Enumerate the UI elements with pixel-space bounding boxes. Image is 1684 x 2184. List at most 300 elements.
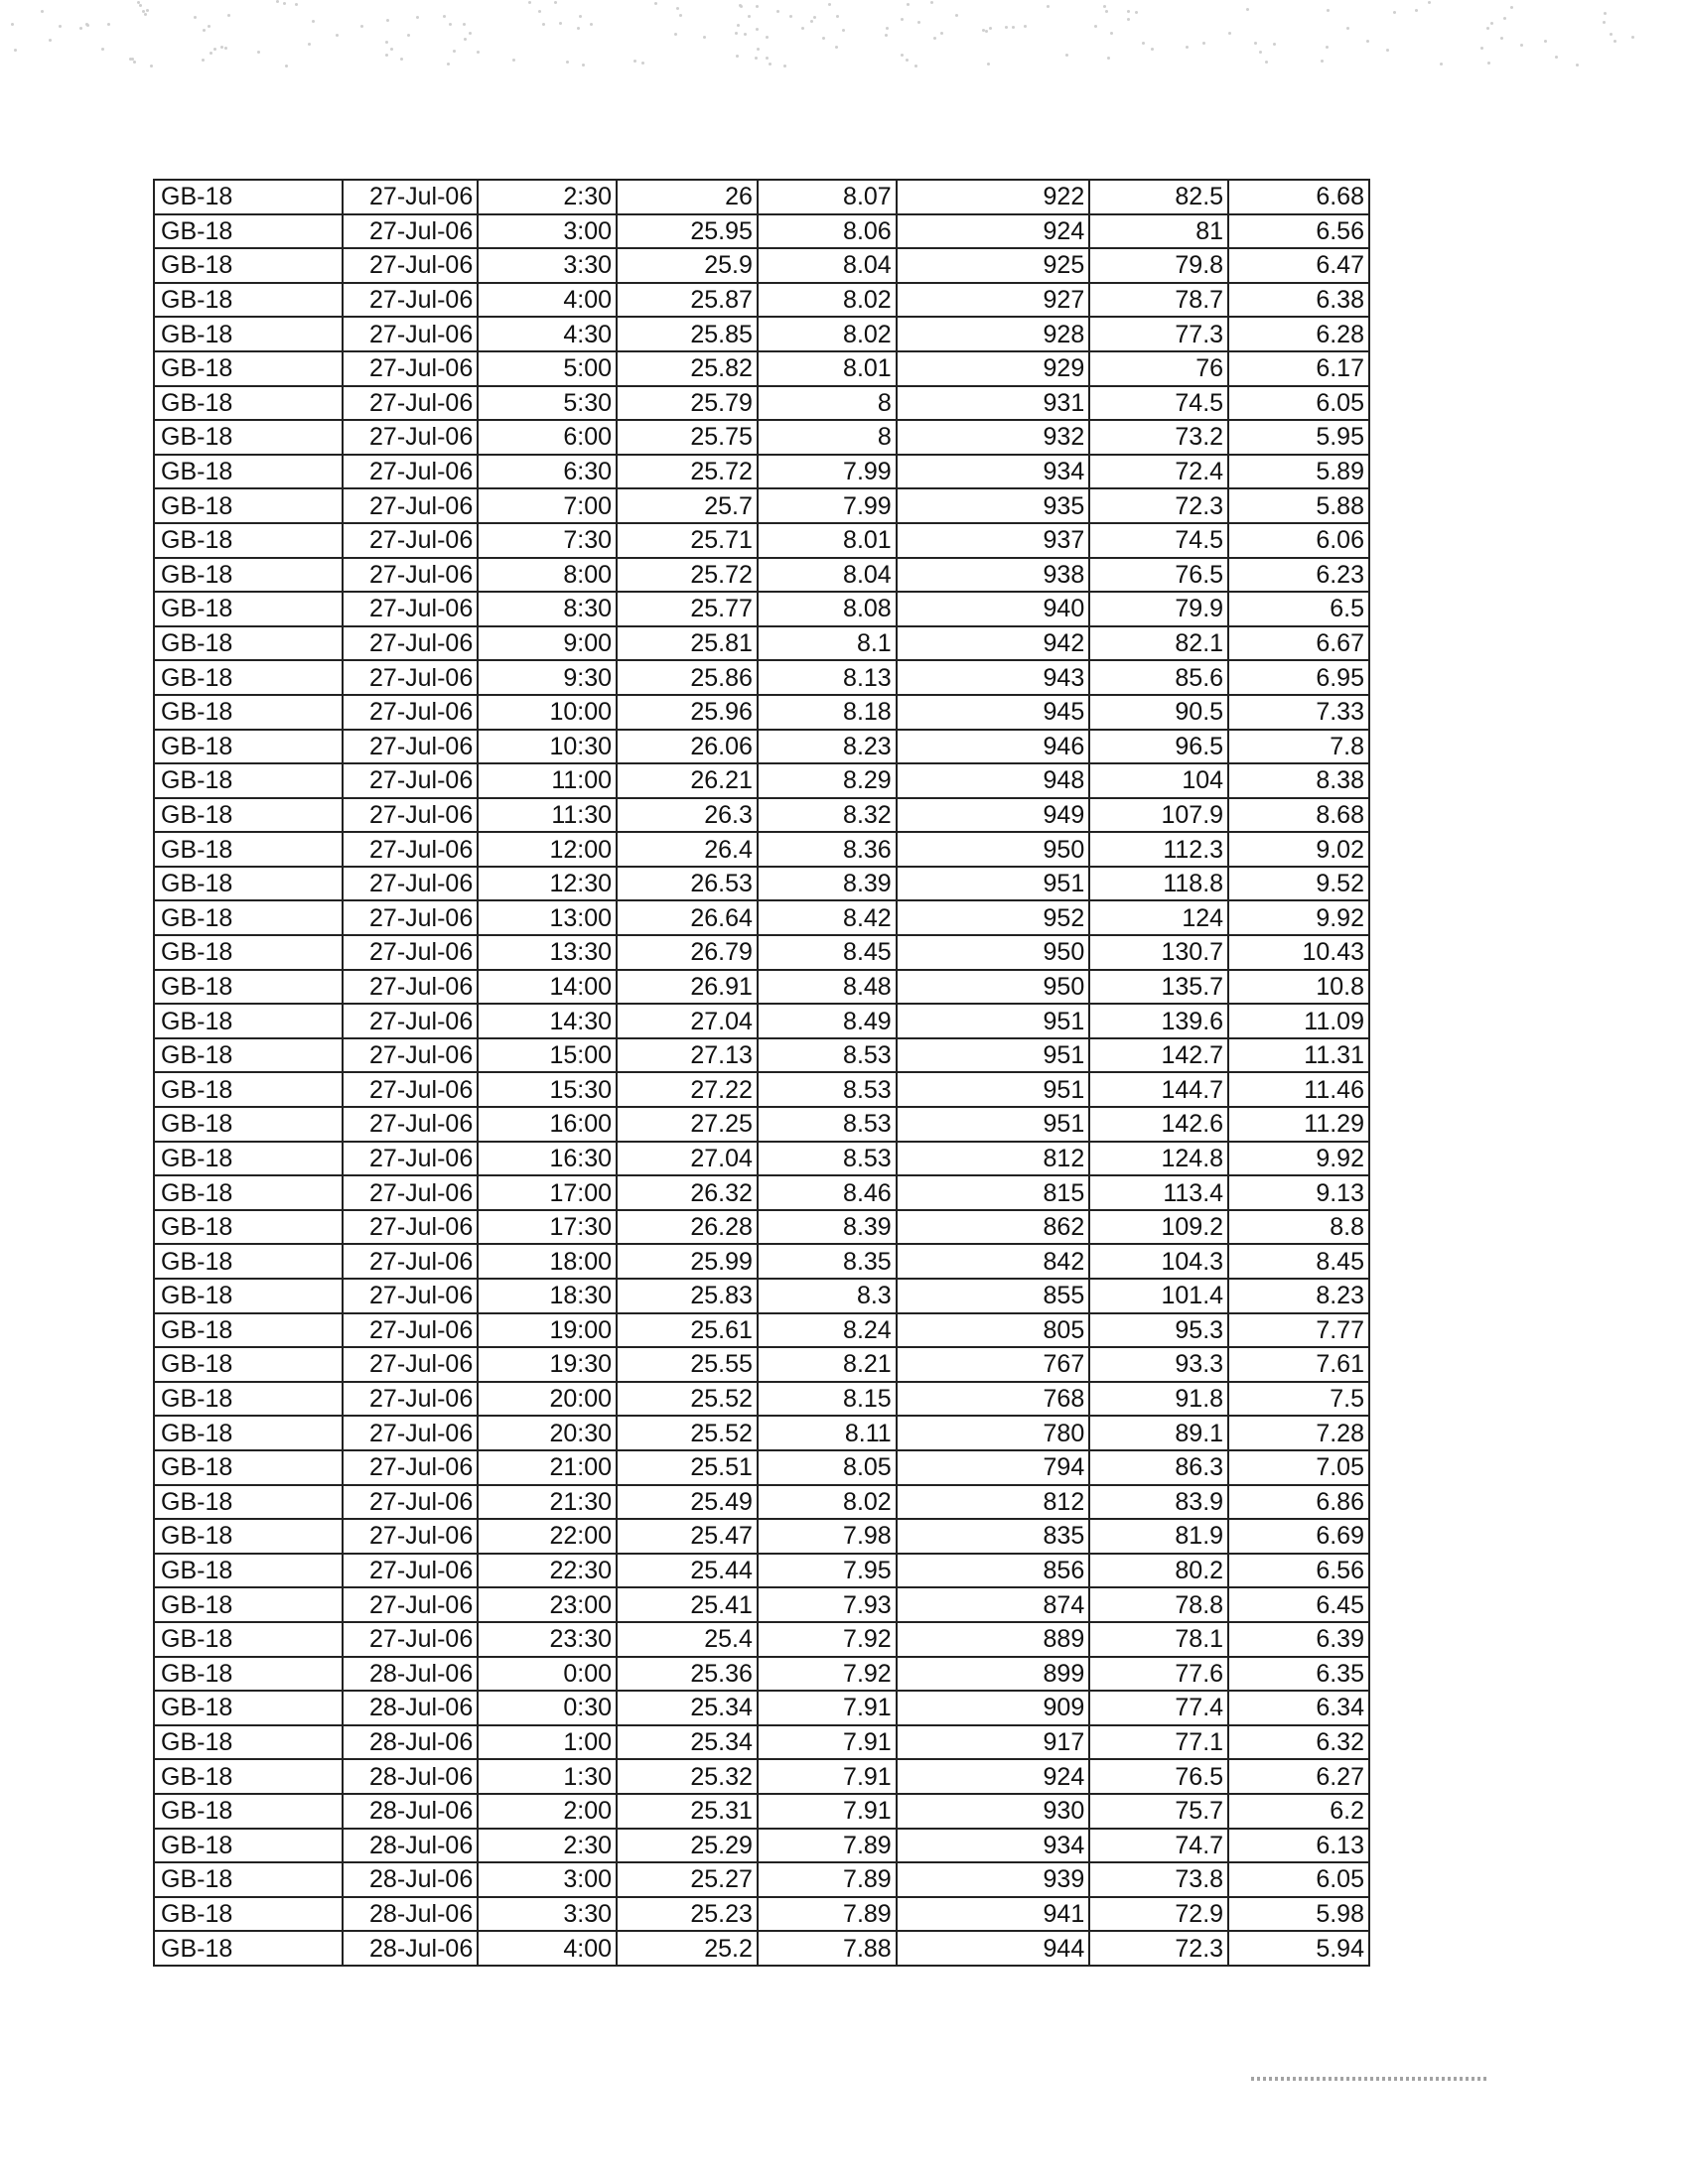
scan-footer-mark <box>1251 2077 1489 2081</box>
scan-speck <box>835 46 838 49</box>
value-cell: 856 <box>897 1554 1090 1588</box>
value-cell: 81 <box>1089 214 1228 249</box>
scan-speck <box>1480 47 1483 50</box>
value-cell: 78.1 <box>1089 1622 1228 1657</box>
scan-speck <box>1107 57 1110 60</box>
date-cell: 27-Jul-06 <box>343 1485 478 1520</box>
scan-speck <box>107 23 110 26</box>
value-cell: 6.23 <box>1228 558 1369 593</box>
value-cell: 7.91 <box>758 1725 897 1760</box>
scan-speck <box>512 59 515 62</box>
date-cell: 27-Jul-06 <box>343 763 478 798</box>
scan-speck <box>1327 9 1330 12</box>
value-cell: 945 <box>897 695 1090 730</box>
time-cell: 17:00 <box>478 1175 617 1210</box>
scan-speck <box>542 23 545 26</box>
value-cell: 8.42 <box>758 900 897 935</box>
scan-speck <box>554 1 557 4</box>
table-row <box>154 1450 1369 1485</box>
value-cell: 25.29 <box>617 1829 758 1863</box>
site-id-cell: GB-18 <box>154 763 343 798</box>
value-cell: 922 <box>897 180 1090 214</box>
time-cell: 15:30 <box>478 1072 617 1107</box>
scan-speck <box>885 34 888 37</box>
site-id-cell: GB-18 <box>154 1416 343 1450</box>
time-cell: 15:00 <box>478 1038 617 1073</box>
site-id-cell: GB-18 <box>154 420 343 455</box>
site-id-cell: GB-18 <box>154 1691 343 1725</box>
time-cell: 2:30 <box>478 1829 617 1863</box>
value-cell: 7.95 <box>758 1554 897 1588</box>
value-cell: 25.27 <box>617 1862 758 1897</box>
date-cell: 27-Jul-06 <box>343 798 478 833</box>
time-cell: 21:00 <box>478 1450 617 1485</box>
value-cell: 780 <box>897 1416 1090 1450</box>
scan-speck <box>464 38 467 41</box>
value-cell: 104 <box>1089 763 1228 798</box>
table-row <box>154 1313 1369 1348</box>
table-row <box>154 1759 1369 1794</box>
scan-speck <box>1576 64 1579 67</box>
time-cell: 14:30 <box>478 1004 617 1038</box>
scan-speck <box>674 33 677 36</box>
scan-speck <box>930 1 933 4</box>
table-row <box>154 970 1369 1005</box>
value-cell: 72.9 <box>1089 1897 1228 1932</box>
table-row <box>154 523 1369 558</box>
time-cell: 7:30 <box>478 523 617 558</box>
value-cell: 6.86 <box>1228 1485 1369 1520</box>
scan-speck <box>566 61 569 64</box>
scan-speck <box>312 20 315 23</box>
value-cell: 8.01 <box>758 351 897 386</box>
value-cell: 7.93 <box>758 1587 897 1622</box>
value-cell: 899 <box>897 1657 1090 1692</box>
date-cell: 27-Jul-06 <box>343 832 478 867</box>
table-row <box>154 1622 1369 1657</box>
scan-speck <box>1326 46 1329 49</box>
value-cell: 6.13 <box>1228 1829 1369 1863</box>
value-cell: 107.9 <box>1089 798 1228 833</box>
value-cell: 124.8 <box>1089 1142 1228 1176</box>
value-cell: 927 <box>897 283 1090 318</box>
value-cell: 78.7 <box>1089 283 1228 318</box>
value-cell: 7.92 <box>758 1622 897 1657</box>
scan-speck <box>1105 10 1108 13</box>
value-cell: 951 <box>897 1107 1090 1142</box>
value-cell: 8.32 <box>758 798 897 833</box>
scan-speck <box>1047 5 1050 8</box>
value-cell: 8.39 <box>758 1210 897 1245</box>
date-cell: 27-Jul-06 <box>343 1622 478 1657</box>
scan-speck <box>1012 26 1015 29</box>
value-cell: 27.04 <box>617 1004 758 1038</box>
value-cell: 7.77 <box>1228 1313 1369 1348</box>
site-id-cell: GB-18 <box>154 1485 343 1520</box>
scan-speck <box>1510 6 1513 9</box>
table-row <box>154 1072 1369 1107</box>
value-cell: 812 <box>897 1485 1090 1520</box>
table-row <box>154 1897 1369 1932</box>
table-row <box>154 1004 1369 1038</box>
date-cell: 27-Jul-06 <box>343 420 478 455</box>
data-table <box>153 179 1370 1967</box>
table-row <box>154 763 1369 798</box>
site-id-cell: GB-18 <box>154 1382 343 1417</box>
date-cell: 27-Jul-06 <box>343 1416 478 1450</box>
scan-speck <box>276 0 279 3</box>
table-row <box>154 798 1369 833</box>
scan-speck <box>776 10 779 13</box>
date-cell: 27-Jul-06 <box>343 1038 478 1073</box>
scan-speck <box>901 54 904 57</box>
scan-speck <box>449 23 452 26</box>
value-cell: 25.4 <box>617 1622 758 1657</box>
time-cell: 20:30 <box>478 1416 617 1450</box>
value-cell: 5.89 <box>1228 455 1369 489</box>
time-cell: 9:30 <box>478 660 617 695</box>
date-cell: 27-Jul-06 <box>343 1519 478 1554</box>
site-id-cell: GB-18 <box>154 1004 343 1038</box>
scan-speck <box>955 14 958 17</box>
scan-speck <box>285 65 288 68</box>
site-id-cell: GB-18 <box>154 351 343 386</box>
time-cell: 10:30 <box>478 730 617 764</box>
value-cell: 25.95 <box>617 214 758 249</box>
value-cell: 951 <box>897 1072 1090 1107</box>
scan-speck <box>735 32 738 35</box>
time-cell: 13:30 <box>478 935 617 970</box>
scan-speck <box>987 63 990 66</box>
table-row <box>154 1587 1369 1622</box>
scan-speck <box>1604 12 1607 15</box>
scan-speck <box>1614 40 1616 43</box>
value-cell: 924 <box>897 1759 1090 1794</box>
time-cell: 21:30 <box>478 1485 617 1520</box>
value-cell: 81.9 <box>1089 1519 1228 1554</box>
site-id-cell: GB-18 <box>154 1107 343 1142</box>
value-cell: 8.35 <box>758 1244 897 1279</box>
value-cell: 27.25 <box>617 1107 758 1142</box>
scan-speck <box>559 22 562 25</box>
table-row <box>154 1554 1369 1588</box>
scan-speck <box>1415 9 1418 12</box>
date-cell: 27-Jul-06 <box>343 1004 478 1038</box>
scan-speck <box>133 61 136 64</box>
time-cell: 8:30 <box>478 592 617 626</box>
value-cell: 130.7 <box>1089 935 1228 970</box>
value-cell: 874 <box>897 1587 1090 1622</box>
site-id-cell: GB-18 <box>154 798 343 833</box>
scan-speck <box>1428 1 1431 4</box>
scan-speck <box>443 15 446 18</box>
site-id-cell: GB-18 <box>154 1931 343 1966</box>
value-cell: 7.05 <box>1228 1450 1369 1485</box>
scan-speck <box>1127 10 1130 13</box>
time-cell: 16:30 <box>478 1142 617 1176</box>
value-cell: 72.3 <box>1089 488 1228 523</box>
value-cell: 8.21 <box>758 1347 897 1382</box>
value-cell: 8.02 <box>758 1485 897 1520</box>
scan-speck <box>79 27 82 30</box>
value-cell: 10.43 <box>1228 935 1369 970</box>
scan-speck <box>1631 36 1634 39</box>
value-cell: 7.89 <box>758 1862 897 1897</box>
value-cell: 79.8 <box>1089 248 1228 283</box>
value-cell: 8.53 <box>758 1038 897 1073</box>
scan-speck <box>11 23 14 26</box>
value-cell: 96.5 <box>1089 730 1228 764</box>
table-row <box>154 1829 1369 1863</box>
table-row <box>154 455 1369 489</box>
time-cell: 12:00 <box>478 832 617 867</box>
scan-speck <box>59 25 62 28</box>
site-id-cell: GB-18 <box>154 1072 343 1107</box>
value-cell: 8.02 <box>758 283 897 318</box>
value-cell: 25.82 <box>617 351 758 386</box>
scan-speck <box>766 36 769 39</box>
value-cell: 5.98 <box>1228 1897 1369 1932</box>
time-cell: 19:00 <box>478 1313 617 1348</box>
date-cell: 27-Jul-06 <box>343 1347 478 1382</box>
scan-speck <box>940 32 943 35</box>
scan-speck <box>755 57 758 60</box>
scan-speck <box>633 60 636 63</box>
date-cell: 27-Jul-06 <box>343 592 478 626</box>
value-cell: 26.3 <box>617 798 758 833</box>
value-cell: 11.29 <box>1228 1107 1369 1142</box>
value-cell: 7.61 <box>1228 1347 1369 1382</box>
table-row <box>154 1107 1369 1142</box>
value-cell: 25.87 <box>617 283 758 318</box>
time-cell: 8:00 <box>478 558 617 593</box>
time-cell: 14:00 <box>478 970 617 1005</box>
value-cell: 10.8 <box>1228 970 1369 1005</box>
date-cell: 27-Jul-06 <box>343 558 478 593</box>
scan-speck <box>1186 46 1189 49</box>
time-cell: 20:00 <box>478 1382 617 1417</box>
site-id-cell: GB-18 <box>154 592 343 626</box>
table-row <box>154 558 1369 593</box>
value-cell: 949 <box>897 798 1090 833</box>
value-cell: 917 <box>897 1725 1090 1760</box>
value-cell: 940 <box>897 592 1090 626</box>
value-cell: 9.13 <box>1228 1175 1369 1210</box>
time-cell: 2:00 <box>478 1794 617 1829</box>
value-cell: 25.49 <box>617 1485 758 1520</box>
value-cell: 90.5 <box>1089 695 1228 730</box>
value-cell: 6.68 <box>1228 180 1369 214</box>
table-row <box>154 1691 1369 1725</box>
value-cell: 8.8 <box>1228 1210 1369 1245</box>
scan-speck <box>390 48 393 51</box>
scan-noise <box>0 0 1684 69</box>
scan-speck <box>469 32 472 35</box>
site-id-cell: GB-18 <box>154 660 343 695</box>
scan-speck <box>208 25 210 28</box>
date-cell: 27-Jul-06 <box>343 1107 478 1142</box>
scan-speck <box>308 43 311 46</box>
value-cell: 8.46 <box>758 1175 897 1210</box>
scan-speck <box>1265 61 1268 64</box>
value-cell: 6.56 <box>1228 1554 1369 1588</box>
scan-speck <box>822 37 825 40</box>
value-cell: 6.5 <box>1228 592 1369 626</box>
table-row <box>154 592 1369 626</box>
value-cell: 925 <box>897 248 1090 283</box>
date-cell: 27-Jul-06 <box>343 626 478 661</box>
scan-speck <box>989 27 992 30</box>
scan-speck <box>582 64 585 67</box>
site-id-cell: GB-18 <box>154 867 343 901</box>
table-row <box>154 317 1369 351</box>
site-id-cell: GB-18 <box>154 1279 343 1313</box>
date-cell: 27-Jul-06 <box>343 317 478 351</box>
site-id-cell: GB-18 <box>154 523 343 558</box>
value-cell: 934 <box>897 455 1090 489</box>
value-cell: 91.8 <box>1089 1382 1228 1417</box>
site-id-cell: GB-18 <box>154 1622 343 1657</box>
value-cell: 6.47 <box>1228 248 1369 283</box>
table-row <box>154 1244 1369 1279</box>
table-row <box>154 420 1369 455</box>
date-cell: 28-Jul-06 <box>343 1931 478 1966</box>
time-cell: 22:00 <box>478 1519 617 1554</box>
scan-speck <box>654 2 657 5</box>
value-cell: 812 <box>897 1142 1090 1176</box>
scan-speck <box>360 25 363 28</box>
date-cell: 27-Jul-06 <box>343 455 478 489</box>
scan-speck <box>756 28 759 31</box>
scan-speck <box>1110 32 1113 35</box>
value-cell: 25.32 <box>617 1759 758 1794</box>
value-cell: 951 <box>897 1038 1090 1073</box>
value-cell: 6.05 <box>1228 1862 1369 1897</box>
site-id-cell: GB-18 <box>154 1657 343 1692</box>
time-cell: 23:30 <box>478 1622 617 1657</box>
scan-speck <box>1024 25 1027 28</box>
date-cell: 28-Jul-06 <box>343 1691 478 1725</box>
table-row <box>154 1485 1369 1520</box>
value-cell: 8.02 <box>758 317 897 351</box>
time-cell: 6:30 <box>478 455 617 489</box>
value-cell: 794 <box>897 1450 1090 1485</box>
value-cell: 8.45 <box>1228 1244 1369 1279</box>
value-cell: 25.99 <box>617 1244 758 1279</box>
date-cell: 28-Jul-06 <box>343 1829 478 1863</box>
scan-speck <box>385 41 388 44</box>
scan-speck <box>886 27 889 30</box>
value-cell: 7.8 <box>1228 730 1369 764</box>
site-id-cell: GB-18 <box>154 1759 343 1794</box>
value-cell: 928 <box>897 317 1090 351</box>
value-cell: 74.5 <box>1089 523 1228 558</box>
value-cell: 89.1 <box>1089 1416 1228 1450</box>
value-cell: 26.79 <box>617 935 758 970</box>
value-cell: 942 <box>897 626 1090 661</box>
value-cell: 8.45 <box>758 935 897 970</box>
scan-speck <box>477 51 480 54</box>
value-cell: 85.6 <box>1089 660 1228 695</box>
value-cell: 8 <box>758 420 897 455</box>
value-cell: 104.3 <box>1089 1244 1228 1279</box>
value-cell: 8.48 <box>758 970 897 1005</box>
time-cell: 13:00 <box>478 900 617 935</box>
value-cell: 8.1 <box>758 626 897 661</box>
table-row <box>154 1416 1369 1450</box>
value-cell: 25.75 <box>617 420 758 455</box>
value-cell: 80.2 <box>1089 1554 1228 1588</box>
value-cell: 26.4 <box>617 832 758 867</box>
value-cell: 77.4 <box>1089 1691 1228 1725</box>
value-cell: 855 <box>897 1279 1090 1313</box>
time-cell: 2:30 <box>478 180 617 214</box>
time-cell: 12:30 <box>478 867 617 901</box>
value-cell: 8.23 <box>758 730 897 764</box>
value-cell: 8.06 <box>758 214 897 249</box>
date-cell: 28-Jul-06 <box>343 1759 478 1794</box>
table-row <box>154 1142 1369 1176</box>
scan-speck <box>224 47 227 50</box>
date-cell: 28-Jul-06 <box>343 1897 478 1932</box>
scan-speck <box>1610 33 1613 36</box>
date-cell: 27-Jul-06 <box>343 351 478 386</box>
value-cell: 76.5 <box>1089 1759 1228 1794</box>
value-cell: 946 <box>897 730 1090 764</box>
value-cell: 25.51 <box>617 1450 758 1485</box>
scan-speck <box>1346 27 1349 30</box>
value-cell: 11.46 <box>1228 1072 1369 1107</box>
site-id-cell: GB-18 <box>154 214 343 249</box>
table-row <box>154 900 1369 935</box>
scan-speck <box>577 27 580 30</box>
site-id-cell: GB-18 <box>154 1210 343 1245</box>
value-cell: 8.04 <box>758 558 897 593</box>
time-cell: 5:00 <box>478 351 617 386</box>
site-id-cell: GB-18 <box>154 832 343 867</box>
value-cell: 7.28 <box>1228 1416 1369 1450</box>
value-cell: 943 <box>897 660 1090 695</box>
value-cell: 909 <box>897 1691 1090 1725</box>
value-cell: 6.45 <box>1228 1587 1369 1622</box>
value-cell: 934 <box>897 1829 1090 1863</box>
site-id-cell: GB-18 <box>154 1794 343 1829</box>
value-cell: 7.88 <box>758 1931 897 1966</box>
value-cell: 8.68 <box>1228 798 1369 833</box>
value-cell: 76 <box>1089 351 1228 386</box>
scan-speck <box>842 29 845 32</box>
value-cell: 26.06 <box>617 730 758 764</box>
value-cell: 26.21 <box>617 763 758 798</box>
value-cell: 25.55 <box>617 1347 758 1382</box>
scan-speck <box>1321 60 1324 63</box>
scan-speck <box>144 13 147 16</box>
date-cell: 27-Jul-06 <box>343 248 478 283</box>
value-cell: 939 <box>897 1862 1090 1897</box>
scan-speck <box>1366 40 1369 43</box>
value-cell: 77.3 <box>1089 317 1228 351</box>
date-cell: 27-Jul-06 <box>343 867 478 901</box>
site-id-cell: GB-18 <box>154 730 343 764</box>
site-id-cell: GB-18 <box>154 1519 343 1554</box>
scan-speck <box>810 20 813 23</box>
scan-speck <box>757 48 760 51</box>
value-cell: 9.92 <box>1228 1142 1369 1176</box>
scan-speck <box>789 15 792 18</box>
scan-speck <box>1254 42 1257 45</box>
table-row <box>154 695 1369 730</box>
scan-speck <box>1393 11 1396 14</box>
